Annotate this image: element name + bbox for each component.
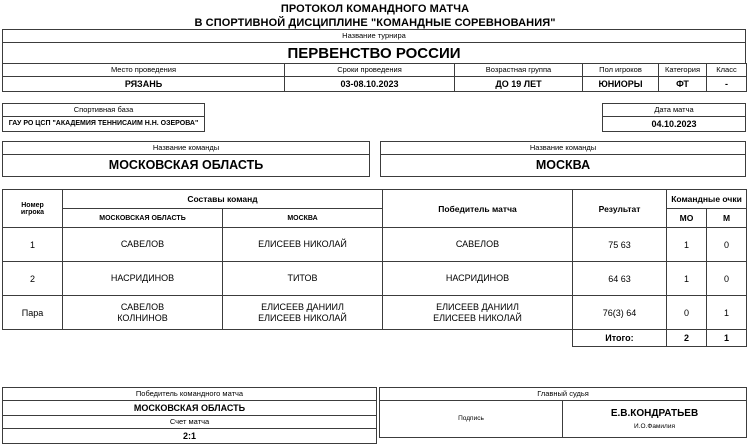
venue-block: [2, 103, 205, 132]
params-header-gender: Пол игроков: [583, 64, 659, 77]
row-team1-player-line1: САВЕЛОВ: [120, 239, 165, 249]
match-date-value: 04.10.2023: [603, 117, 746, 132]
results-header-winner: Победитель матча: [383, 190, 573, 228]
referee-name-cell: [563, 401, 747, 438]
results-header-player-number-line1: Номер: [21, 201, 44, 209]
params-value-row: [3, 77, 747, 92]
team-right-label: Название команды: [381, 142, 746, 155]
results-header-points-team2: М: [707, 209, 747, 228]
results-header-score: Результат: [573, 190, 667, 228]
referee-name-caption: И.О.Фамилия: [634, 422, 675, 430]
row-team1-player: [63, 228, 223, 262]
results-total-row: [3, 330, 747, 347]
results-header-points-team1: МО: [667, 209, 707, 228]
referee-signature-caption: Подпись: [458, 415, 484, 422]
params-block: [2, 63, 746, 92]
params-header-age-group: Возрастная группа: [455, 64, 583, 77]
results-header-player-number: [3, 190, 63, 228]
params-header-class: Класс: [707, 64, 747, 77]
row-team2-player-line2: ЕЛИСЕЕВ НИКОЛАЙ: [258, 312, 347, 323]
document-title-line1: ПРОТОКОЛ КОМАНДНОГО МАТЧА: [280, 3, 470, 15]
params-value-age-group: ДО 19 ЛЕТ: [455, 77, 583, 92]
table-row: [3, 228, 747, 262]
row-team2-player-line1: ЕЛИСЕЕВ НИКОЛАЙ: [258, 239, 347, 249]
row-winner: [383, 228, 573, 262]
match-date-table: [602, 103, 746, 132]
table-row: [3, 296, 747, 330]
row-points-team1: 1: [667, 228, 707, 262]
row-winner: [383, 262, 573, 296]
match-score-value: 2:1: [3, 429, 377, 444]
params-header-category: Категория: [659, 64, 707, 77]
params-table: [2, 63, 747, 92]
params-value-dates: 03-08.10.2023: [285, 77, 455, 92]
team-right-table: [380, 141, 746, 177]
params-value-gender: ЮНИОРЫ: [583, 77, 659, 92]
total-points-team2: 1: [707, 330, 747, 347]
row-winner-line1: ЕЛИСЕЕВ ДАНИИЛ: [436, 301, 519, 312]
row-score: 64 63: [573, 262, 667, 296]
referee-signature-cell: [380, 401, 563, 438]
row-points-team1: 1: [667, 262, 707, 296]
row-winner-line2: ЕЛИСЕЕВ НИКОЛАЙ: [433, 312, 522, 323]
results-header-lineups: Составы команд: [63, 190, 383, 209]
total-points-team1: 2: [667, 330, 707, 347]
results-header-lineup-team2: МОСКВА: [223, 209, 383, 228]
match-winner-value: МОСКОВСКАЯ ОБЛАСТЬ: [3, 401, 377, 416]
results-header-player-number-line2: игрока: [20, 208, 45, 216]
row-team1-player-line1: НАСРИДИНОВ: [110, 273, 175, 283]
team-left-table: [2, 141, 370, 177]
results-header-lineup-team1: МОСКОВСКАЯ ОБЛАСТЬ: [63, 209, 223, 228]
row-team1-player: [63, 296, 223, 330]
row-team1-player: [63, 262, 223, 296]
referee-label: Главный судья: [380, 388, 747, 401]
venue-label: Спортивная база: [3, 104, 205, 117]
footer-right-block: [379, 387, 746, 438]
params-header-venue: Место проведения: [3, 64, 285, 77]
results-header-team-points: Командные очки: [667, 190, 747, 209]
total-label: Итого:: [573, 330, 667, 347]
params-header-row: [3, 64, 747, 77]
venue-table: [2, 103, 205, 132]
total-spacer: [3, 330, 573, 347]
row-points-team1: 0: [667, 296, 707, 330]
row-winner-line1: САВЕЛОВ: [455, 239, 500, 249]
row-winner-line1: НАСРИДИНОВ: [445, 273, 510, 283]
row-team2-player-line1: ЕЛИСЕЕВ ДАНИИЛ: [261, 301, 344, 312]
referee-table: [379, 387, 747, 438]
team-right-block: [380, 141, 746, 177]
row-score: 75 63: [573, 228, 667, 262]
team-left-value: МОСКОВСКАЯ ОБЛАСТЬ: [3, 155, 370, 177]
tournament-table: [2, 29, 746, 66]
row-winner: [383, 296, 573, 330]
document-title-line2: В СПОРТИВНОЙ ДИСЦИПЛИНЕ "КОМАНДНЫЕ СОРЕВНОВАНИЯ": [194, 17, 556, 29]
referee-name: Е.В.КОНДРАТЬЕВ: [610, 407, 699, 419]
row-team1-player-line1: САВЕЛОВ: [120, 301, 165, 312]
team-right-value: МОСКВА: [381, 155, 746, 177]
results-block: [2, 189, 746, 347]
match-winner-label: Победитель командного матча: [3, 388, 377, 401]
match-score-label: Счет матча: [3, 416, 377, 429]
row-team1-player-line2: КОЛНИНОВ: [117, 312, 168, 323]
results-table: [2, 189, 747, 347]
footer-left-block: [2, 387, 377, 444]
params-value-category: ФТ: [659, 77, 707, 92]
row-number: 1: [3, 228, 63, 262]
row-score: 76(3) 64: [573, 296, 667, 330]
table-row: [3, 262, 747, 296]
row-points-team2: 0: [707, 228, 747, 262]
venue-value: ГАУ РО ЦСП "АКАДЕМИЯ ТЕННИСАИМ Н.Н. ОЗЕРОВА": [3, 117, 205, 132]
row-team2-player: [223, 262, 383, 296]
params-value-class: -: [707, 77, 747, 92]
tournament-block: [2, 29, 746, 66]
match-date-label: Дата матча: [603, 104, 746, 117]
match-date-block: [602, 103, 746, 132]
tournament-label: Название турнира: [3, 30, 746, 43]
row-number: 2: [3, 262, 63, 296]
results-header-row-1: [3, 190, 747, 209]
row-team2-player: [223, 296, 383, 330]
params-value-venue: РЯЗАНЬ: [3, 77, 285, 92]
tournament-value: ПЕРВЕНСТВО РОССИИ: [3, 43, 746, 66]
row-team2-player-line1: ТИТОВ: [287, 273, 318, 283]
row-points-team2: 0: [707, 262, 747, 296]
match-winner-table: [2, 387, 377, 444]
row-number: Пара: [3, 296, 63, 330]
row-points-team2: 1: [707, 296, 747, 330]
team-left-block: [2, 141, 370, 177]
params-header-dates: Сроки проведения: [285, 64, 455, 77]
row-team2-player: [223, 228, 383, 262]
team-left-label: Название команды: [3, 142, 370, 155]
